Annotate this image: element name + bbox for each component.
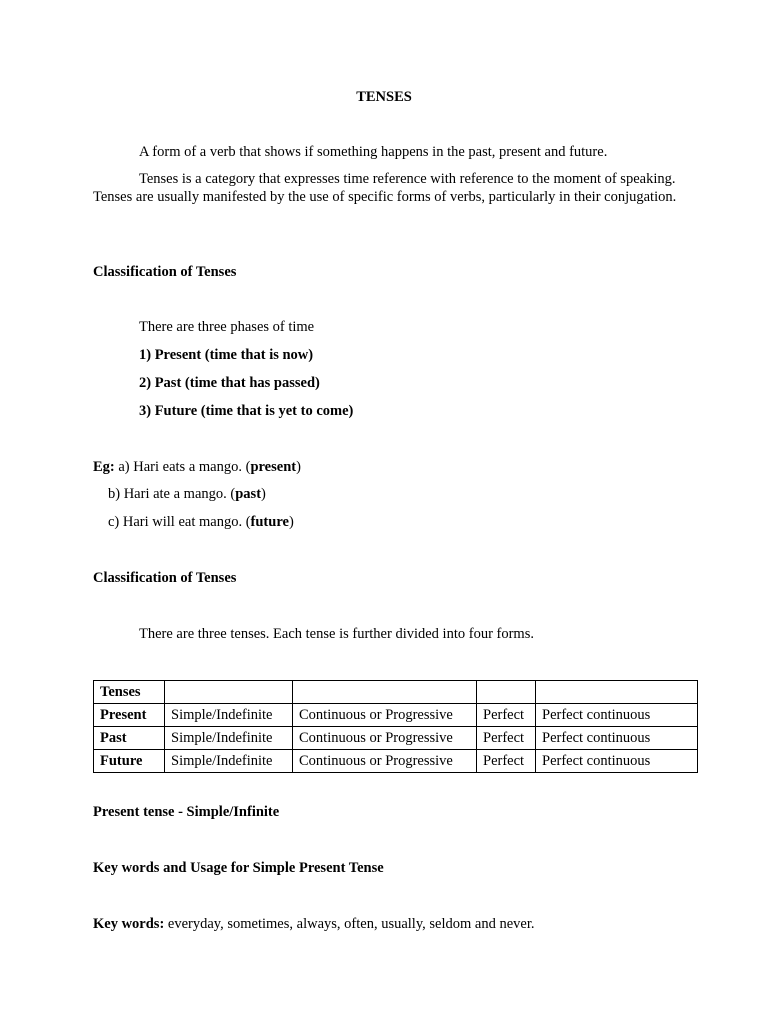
- example-a-prefix: a) Hari eats a mango. (: [114, 459, 251, 475]
- page-title: TENSES: [356, 89, 412, 105]
- example-a-suffix: ): [296, 459, 301, 475]
- table-header-row: [94, 681, 698, 704]
- table-row: [94, 727, 698, 750]
- table-cell: Perfect: [477, 704, 536, 727]
- section-heading-classification-1: Classification of Tenses: [93, 264, 237, 280]
- example-label: Eg:: [93, 459, 115, 475]
- table-row: [94, 750, 698, 773]
- table-row-head: Present: [94, 704, 165, 727]
- example-item-b: [108, 485, 266, 503]
- example-item-a: [93, 458, 301, 476]
- table-cell: Continuous or Progressive: [293, 750, 477, 773]
- table-cell: Simple/Indefinite: [165, 750, 293, 773]
- example-c-suffix: ): [288, 514, 294, 530]
- table-header-cell: [293, 681, 477, 704]
- intro-paragraph-text: Tenses is a category that expresses time reference with reference to the moment of speaking. Tenses are usually manifested by the use of specific forms of verbs, particularly in their conjugation.: [93, 171, 677, 205]
- keywords-text: everyday, sometimes, always, often, usually, seldom and never.: [164, 916, 535, 932]
- table-header-cell: Tenses: [94, 681, 165, 704]
- tenses-table: [93, 680, 698, 773]
- tenses-lead-text: There are three tenses. Each tense is further divided into four forms.: [139, 626, 534, 642]
- table-row-head: Future: [94, 750, 165, 773]
- phase-item-future: 3) Future (time that is yet to come): [139, 403, 354, 419]
- keywords-usage-heading: Key words and Usage for Simple Present Tense: [93, 860, 384, 876]
- table-cell: Perfect continuous: [536, 750, 698, 773]
- phase-item-past: 2) Past (time that has passed): [139, 375, 320, 391]
- table-cell: Simple/Indefinite: [165, 704, 293, 727]
- table-cell: Perfect continuous: [536, 727, 698, 750]
- section-heading-classification-2: Classification of Tenses: [93, 570, 237, 586]
- phases-lead-text: There are three phases of time: [139, 319, 315, 335]
- example-b-suffix: ): [261, 486, 266, 502]
- example-b-prefix: b) Hari ate a mango. (: [108, 486, 236, 502]
- example-b-tense: past: [235, 486, 262, 502]
- example-item-c: [108, 513, 294, 531]
- table-row: [94, 704, 698, 727]
- phase-item-present: 1) Present (time that is now): [139, 347, 314, 363]
- table-cell: Perfect: [477, 727, 536, 750]
- table-header-cell: [536, 681, 698, 704]
- intro-paragraph: [93, 170, 683, 206]
- table-cell: Perfect continuous: [536, 704, 698, 727]
- keywords-label: Key words:: [93, 916, 165, 932]
- table-header-cell: [165, 681, 293, 704]
- example-a-tense: present: [250, 459, 297, 475]
- table-header-cell: [477, 681, 536, 704]
- table-cell: Continuous or Progressive: [293, 727, 477, 750]
- keywords-line: [93, 915, 535, 933]
- present-simple-heading: Present tense - Simple/Infinite: [93, 804, 280, 820]
- example-c-tense: future: [250, 514, 289, 530]
- table-cell: Continuous or Progressive: [293, 704, 477, 727]
- table-row-head: Past: [94, 727, 165, 750]
- definition-text: A form of a verb that shows if something happens in the past, present and future.: [139, 144, 608, 160]
- table-cell: Perfect: [477, 750, 536, 773]
- example-c-prefix: c) Hari will eat mango. (: [108, 514, 251, 530]
- table-cell: Simple/Indefinite: [165, 727, 293, 750]
